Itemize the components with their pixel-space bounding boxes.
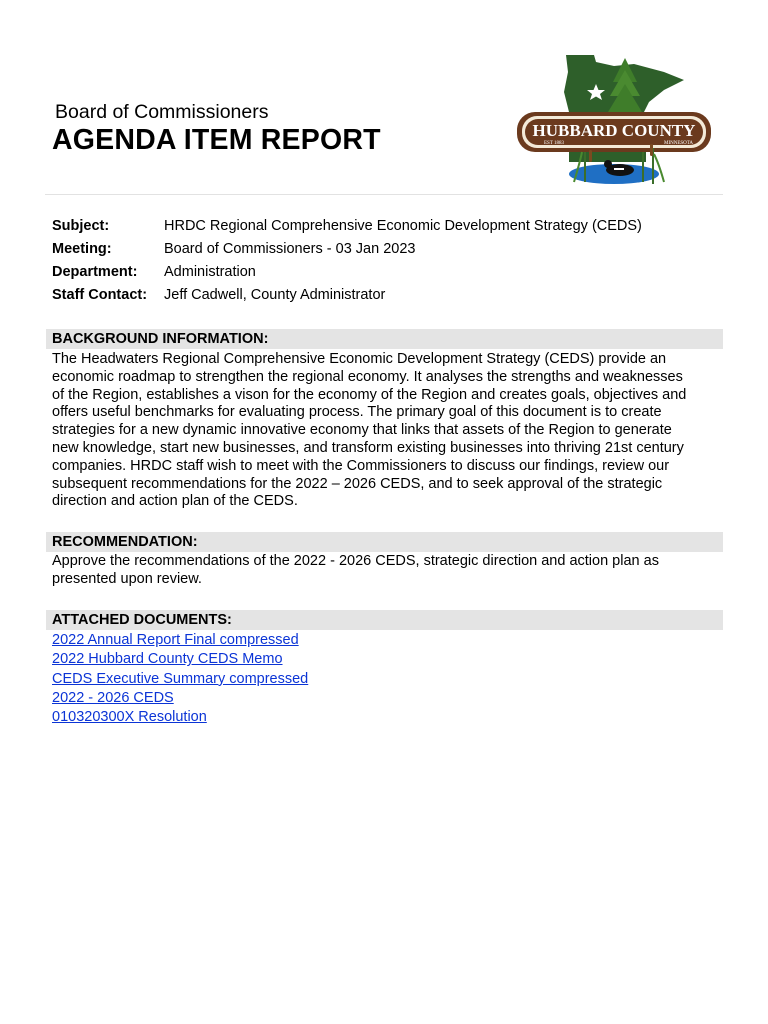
attachment-links — [52, 631, 308, 727]
info-label: Staff Contact: — [52, 287, 148, 303]
header-divider — [45, 194, 723, 195]
info-value: HRDC Regional Comprehensive Economic Development Strategy (CEDS) — [164, 218, 642, 234]
attachments-heading: ATTACHED DOCUMENTS: — [46, 610, 723, 630]
info-row-department — [52, 263, 642, 286]
attachment-link-resolution[interactable]: 010320300X Resolution — [52, 709, 207, 726]
svg-text:MINNESOTA: MINNESOTA — [664, 141, 694, 146]
svg-text:EST 1883: EST 1883 — [544, 141, 565, 146]
info-row-subject — [52, 217, 642, 240]
info-label: Meeting: — [52, 241, 112, 257]
info-row-meeting — [52, 240, 642, 263]
info-value: Jeff Cadwell, County Administrator — [164, 287, 386, 303]
attachment-link-annual-report[interactable]: 2022 Annual Report Final compressed — [52, 632, 299, 648]
report-title: AGENDA ITEM REPORT — [52, 124, 381, 156]
hubbard-county-logo — [514, 52, 714, 190]
report-org: Board of Commissioners — [55, 101, 269, 123]
info-label: Subject: — [52, 218, 110, 234]
attachment-link-executive-summary[interactable]: CEDS Executive Summary compressed — [52, 670, 309, 687]
recommendation-heading: RECOMMENDATION: — [46, 532, 723, 552]
logo-text: HUBBARD COUNTY — [532, 121, 696, 140]
attachment-link-ceds-memo[interactable]: 2022 Hubbard County CEDS Memo — [52, 651, 283, 668]
info-label: Department: — [52, 264, 138, 280]
recommendation-body: Approve the recommendations of the 2022 - 2026 CEDS, strategic direction and action plan as presented upon review. — [52, 553, 659, 587]
attachment-link-ceds[interactable]: 2022 - 2026 CEDS — [52, 689, 174, 706]
info-value: Board of Commissioners - 03 Jan 2023 — [164, 241, 416, 257]
county-banner — [517, 112, 711, 152]
background-heading: BACKGROUND INFORMATION: — [46, 329, 723, 349]
info-value: Administration — [164, 264, 256, 280]
meeting-info-table — [52, 217, 642, 309]
info-row-staff-contact — [52, 286, 642, 309]
background-body: The Headwaters Regional Comprehensive Economic Development Strategy (CEDS) provide an economic roadmap to strengthen the regional economy. It analyses the strengths and weaknesses of the Region, establishes a vison for the economy of the Region and creates goals, objectives and offers useful benchmarks for evaluating process. The primary goal of this document is to create strategies for a new dynamic innovative economy that links that assets of the Region to generate new knowledge, start new businesses, and transform existing businesses into thriving 21st century companies. HRDC staff wish to meet with the Commissioners to discuss our findings, review our subsequent recommendations for the 2022 – 2026 CEDS, and to seek approval of the strategic direction and action plan of the CEDS. — [52, 351, 687, 510]
